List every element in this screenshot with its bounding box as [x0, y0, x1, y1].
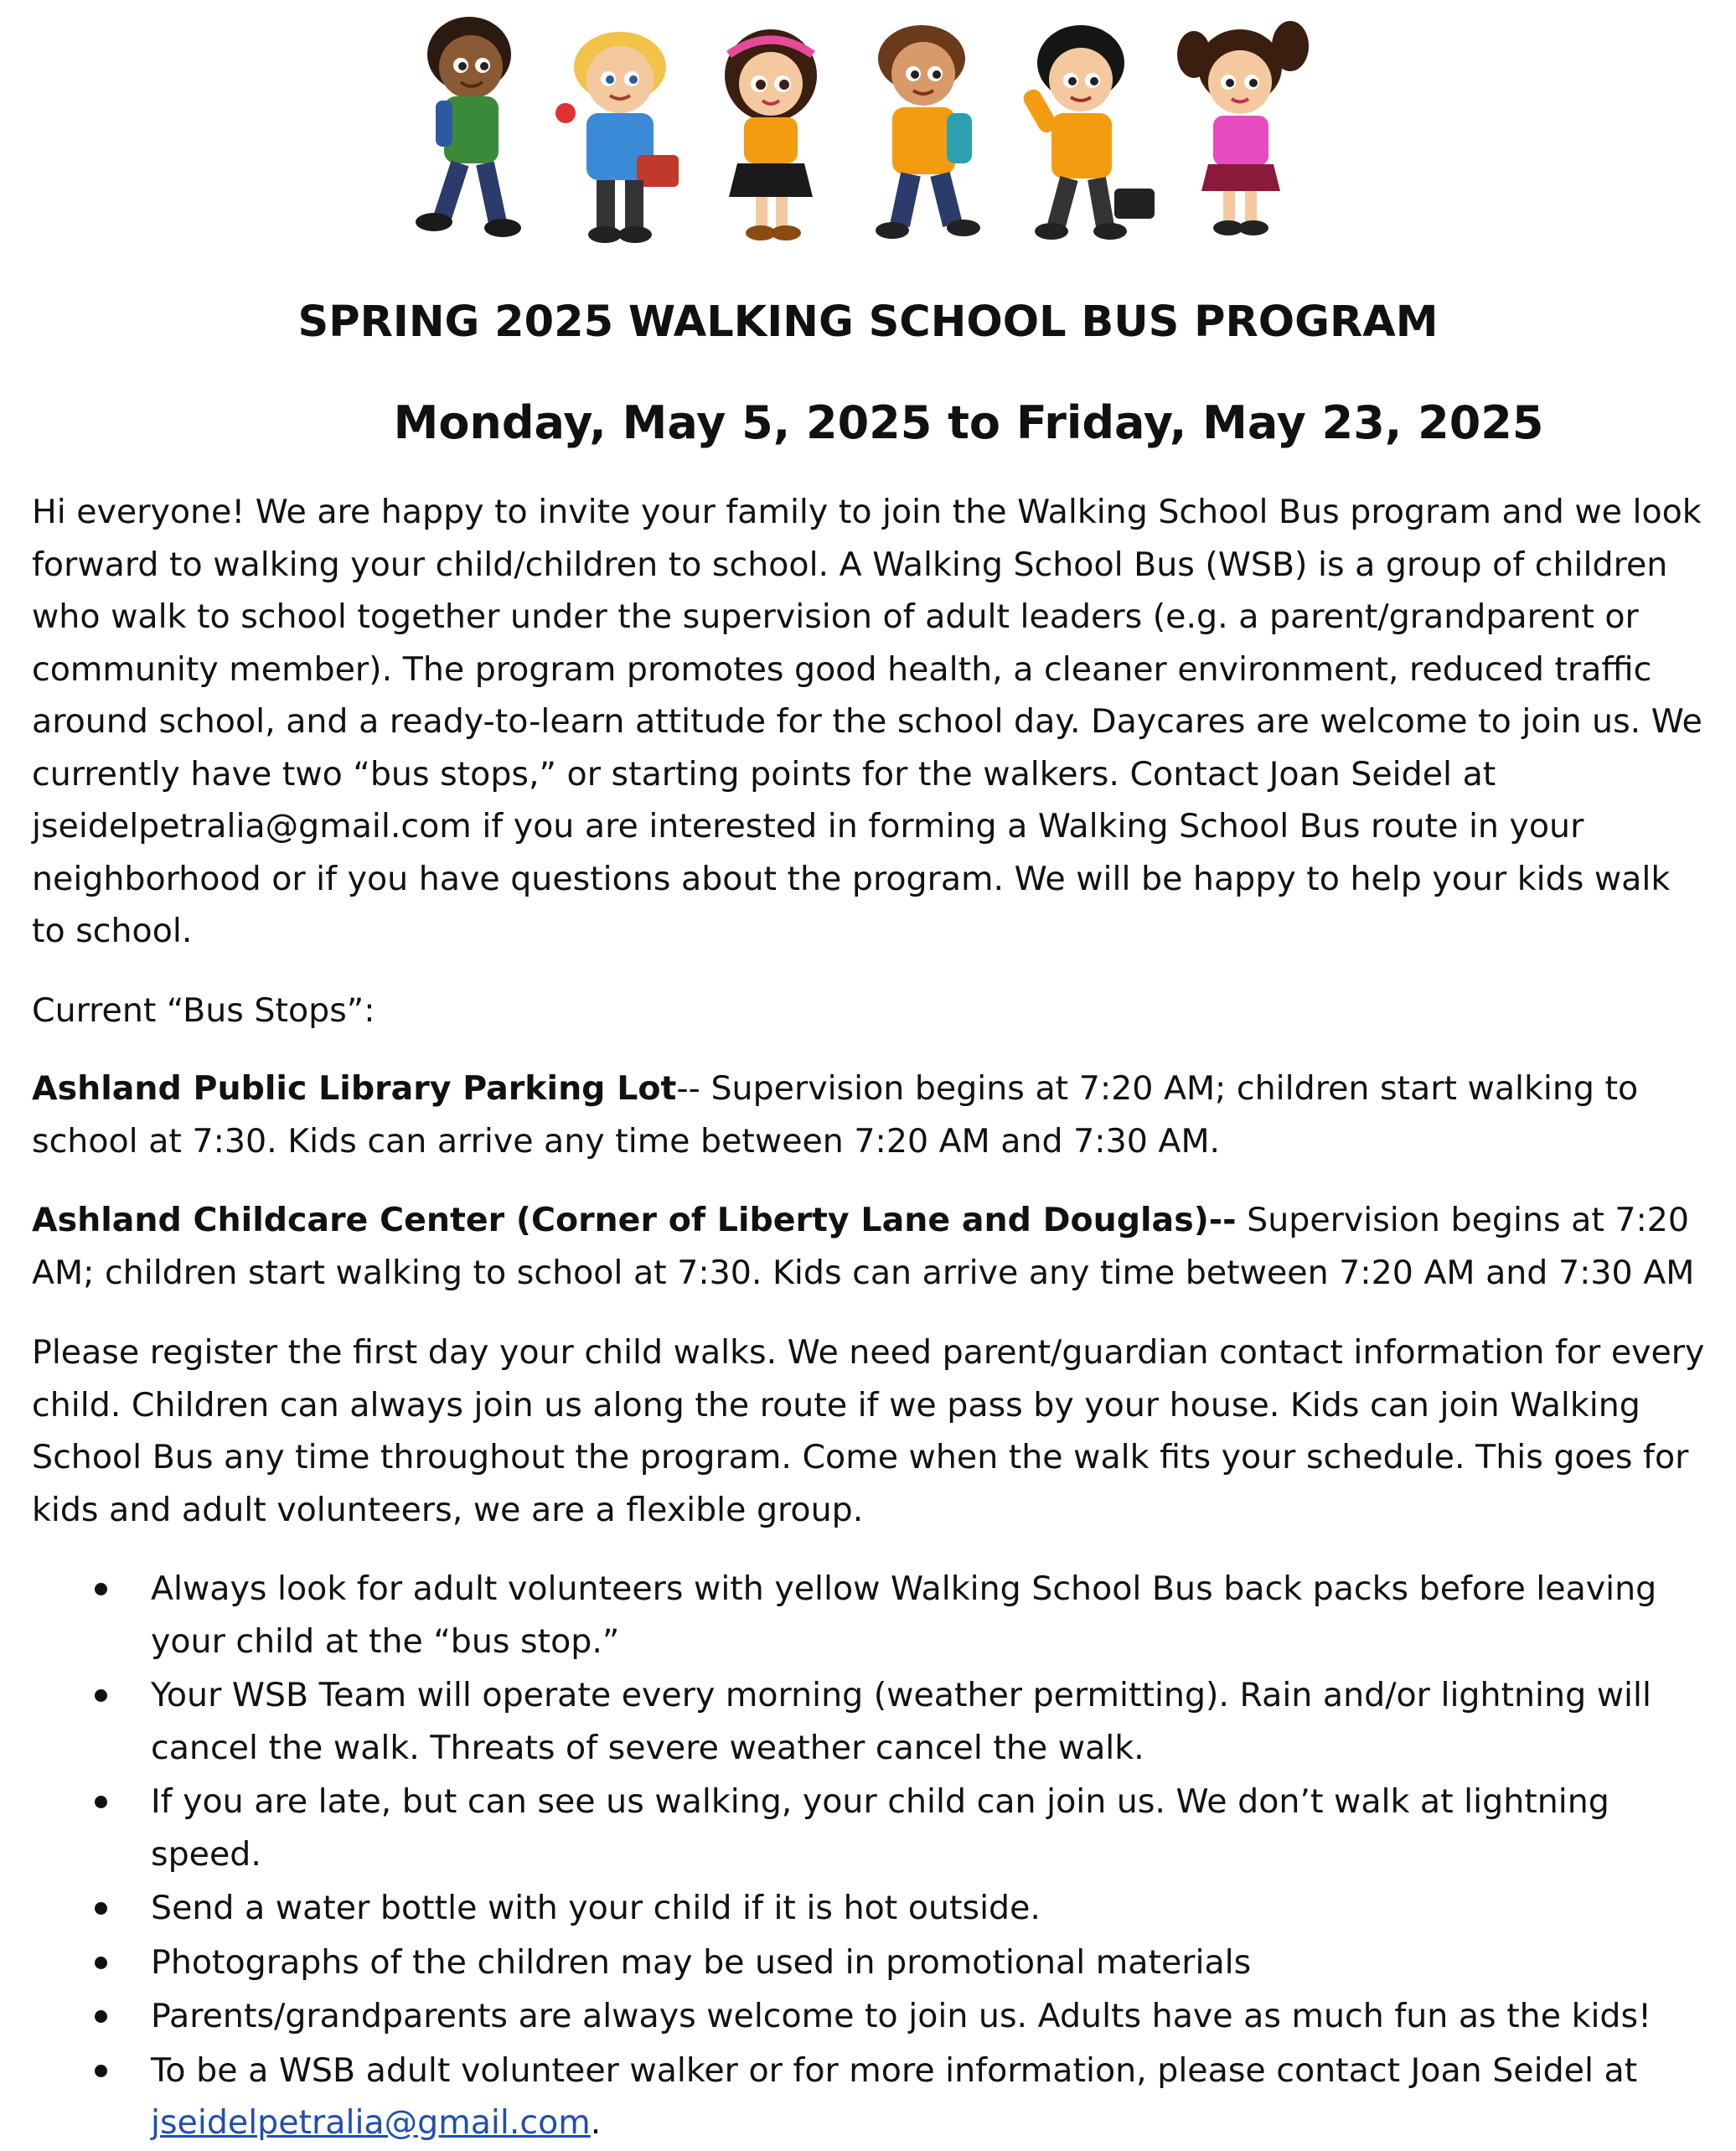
list-item-text: To be a WSB adult volunteer walker or for more information, please contact Joan Seidel at	[151, 2050, 1638, 2090]
walking-children-illustration	[411, 8, 1341, 260]
bullet-icon	[95, 1902, 107, 1915]
list-item-text: If you are late, but can see us walking, your child can join us. We don’t walk at lightning speed.	[151, 1782, 1609, 1874]
child-4-figure	[876, 25, 980, 239]
list-item-text: Your WSB Team will operate every morning (weather permitting). Rain and/or lightning will cancel the walk. Threats of severe weather cancel the walk.	[151, 1676, 1651, 1767]
bus-stop-name: Ashland Public Library Parking Lot	[32, 1069, 677, 1108]
bullet-icon	[95, 1957, 107, 1969]
intro-paragraph: Hi everyone! We are happy to invite your family to join the Walking School Bus program and we look forward to walking your child/children to school. A Walking School Bus (WSB) is a group of children who walk to school together under the supervision of adult leaders (e.g. a parent/grandparent or community member). The program promotes good health, a cleaner environment, reduced traffic around school, and a ready-to-learn attitude for the school day. Daycares are welcome to join us. We currently have two “bus stops,” or starting points for the walkers. Contact Joan Seidel at jseidelpetralia@gmail.com if you are interested in forming a Walking School Bus route in your neighborhood or if you have questions about the program. We will be happy to help your kids walk to school.	[32, 493, 1702, 950]
bullet-icon	[95, 1689, 107, 1702]
list-item	[32, 1882, 1716, 1935]
list-item-end: .	[590, 2103, 602, 2142]
list-item	[32, 1563, 1716, 1668]
guidelines-list	[32, 1563, 1716, 2151]
bus-stop-childcare	[32, 1194, 1712, 1299]
list-item	[32, 1669, 1716, 1774]
bus-stop-name: Ashland Childcare Center (Corner of Liberty Lane and Douglas)--	[32, 1201, 1237, 1239]
child-2-figure	[555, 32, 679, 243]
list-item-text: Send a water bottle with your child if it is hot outside.	[151, 1889, 1041, 1927]
contact-email-link[interactable]: jseidelpetralia@gmail.com	[151, 2103, 591, 2142]
list-item	[32, 1936, 1716, 1989]
bullet-icon	[95, 1583, 107, 1595]
bullet-icon	[95, 2010, 107, 2023]
bus-stop-detail: Supervision begins at 7:20 AM; children start walking to school at 7:30. Kids can arrive any time between 7:20 AM and 7:30 AM	[32, 1201, 1695, 1292]
list-item	[32, 1990, 1716, 2043]
child-5-figure	[1020, 25, 1155, 240]
program-dates: Monday, May 5, 2025 to Friday, May 23, 2025	[393, 396, 1544, 449]
list-item-text: Parents/grandparents are always welcome to join us. Adults have as much fun as the kids!	[151, 1997, 1651, 2035]
bullet-icon	[95, 2065, 107, 2077]
program-title: SPRING 2025 WALKING SCHOOL BUS PROGRAM	[297, 297, 1439, 347]
bullet-icon	[95, 1796, 107, 1808]
list-item	[32, 1776, 1716, 1880]
child-3-figure	[725, 29, 817, 240]
register-paragraph: Please register the first day your child walks. We need parent/guardian contact information for every child. Children can always join us along the route if we pass by your house. Kids can join Walking School Bus any time throughout the program. Come when the walk fits your schedule. This goes for kids and adult volunteers, we are a flexible group.	[32, 1333, 1705, 1529]
bus-stop-detail: -- Supervision begins at 7:20 AM; children start walking to school at 7:30. Kids can arrive any time between 7:20 AM and 7:30 AM.	[32, 1069, 1639, 1161]
list-item-text: Always look for adult volunteers with yellow Walking School Bus back packs before leaving your child at the “bus stop.”	[151, 1569, 1657, 1661]
list-item	[32, 2045, 1716, 2149]
list-item-text: Photographs of the children may be used in promotional materials	[151, 1942, 1252, 1982]
child-6-figure	[1177, 21, 1309, 235]
bus-stop-library	[32, 1063, 1712, 1167]
bus-stops-heading: Current “Bus Stops”:	[32, 991, 375, 1030]
child-1-figure	[416, 17, 521, 237]
